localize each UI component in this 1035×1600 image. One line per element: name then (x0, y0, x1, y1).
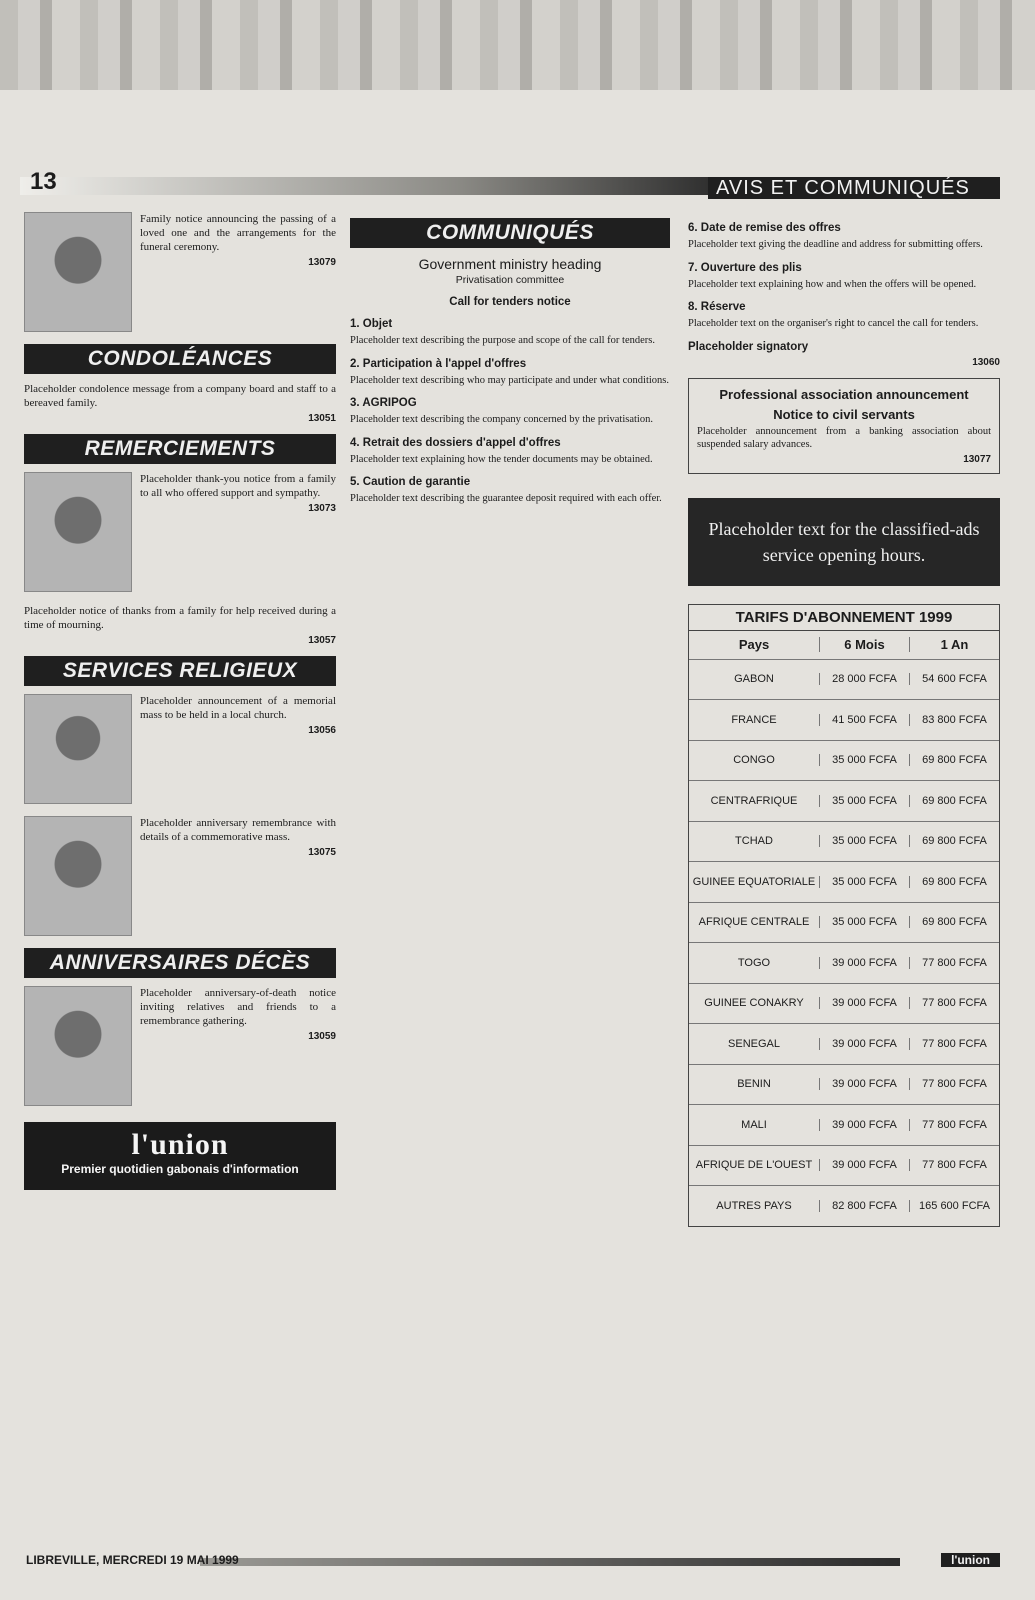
tender-section (688, 262, 1000, 292)
table-row (689, 740, 999, 781)
notice-ref: 13057 (308, 635, 336, 646)
table-cell: 39 000 FCFA (819, 1159, 909, 1171)
notice-ref: 13077 (963, 453, 991, 465)
section-text: Placeholder text explaining how the tender documents may be obtained. (350, 453, 653, 465)
association-notice (688, 378, 1000, 474)
table-row (689, 1023, 999, 1064)
table-cell: 165 600 FCFA (909, 1200, 999, 1212)
tariffs-title: TARIFS D'ABONNEMENT 1999 (689, 605, 999, 631)
table-cell: AFRIQUE DE L'OUEST (695, 1159, 813, 1172)
table-cell: 35 000 FCFA (819, 835, 909, 847)
table-cell: 35 000 FCFA (819, 876, 909, 888)
table-cell: 77 800 FCFA (909, 1119, 999, 1131)
table-cell: 82 800 FCFA (819, 1200, 909, 1212)
table-cell: MALI (741, 1118, 767, 1131)
scan-border (0, 0, 1035, 90)
table-cell: 35 000 FCFA (819, 916, 909, 928)
services-notice (24, 694, 336, 808)
communiques-header: COMMUNIQUÉS (350, 218, 670, 248)
table-row (689, 780, 999, 821)
table-cell: 41 500 FCFA (819, 714, 909, 726)
condoleances-notice (24, 382, 336, 426)
table-cell: 77 800 FCFA (909, 1038, 999, 1050)
tender-section (688, 222, 1000, 252)
heading-committee: Privatisation committee (455, 274, 565, 286)
table-cell: GUINEE CONAKRY (704, 997, 804, 1010)
table-row (689, 659, 999, 700)
notice-ref: 13056 (308, 725, 336, 736)
section-heading: 7. Ouverture des plis (688, 261, 802, 274)
section-text: Placeholder text explaining how and when the offers will be opened. (688, 278, 977, 290)
remerciements-header: REMERCIEMENTS (24, 434, 336, 464)
table-row (689, 1104, 999, 1145)
tender-section (350, 397, 670, 427)
notice-text: Placeholder condolence message from a company board and staff to a bereaved family. (24, 383, 336, 409)
condoleances-header: CONDOLÉANCES (24, 344, 336, 374)
table-cell: AFRIQUE CENTRALE (698, 916, 810, 929)
notice-text: Placeholder announcement of a memorial mass to be held in a local church. (140, 695, 336, 721)
association-title: Professional association announcement (719, 386, 969, 402)
table-row (689, 1064, 999, 1105)
notice-ref: 13079 (308, 257, 336, 268)
services-header: SERVICES RELIGIEUX (24, 656, 336, 686)
table-cell: TCHAD (735, 835, 773, 848)
portrait-photo (24, 472, 132, 592)
portrait-photo (24, 986, 132, 1106)
remerciements-notice-2 (24, 604, 336, 648)
table-cell: 54 600 FCFA (909, 673, 999, 685)
section-text: Placeholder text describing the purpose and scope of the call for tenders. (350, 335, 655, 346)
table-cell: AUTRES PAYS (716, 1199, 792, 1212)
table-cell: GABON (734, 673, 774, 686)
table-row (689, 1185, 999, 1226)
notice-ref: 13075 (308, 847, 336, 858)
table-row (689, 1145, 999, 1186)
header-cell: Pays (738, 637, 770, 652)
header-cell: 6 Mois (819, 637, 909, 652)
table-cell: 39 000 FCFA (819, 1078, 909, 1090)
anniversaires-header: ANNIVERSAIRES DÉCÈS (24, 948, 336, 978)
classifieds-hours-box: Placeholder text for the classified-ads service opening hours. (688, 498, 1000, 586)
notice-text: Placeholder thank-you notice from a family to all who offered support and sympathy. (140, 473, 336, 499)
column-center (350, 212, 670, 506)
section-title: AVIS ET COMMUNIQUÉS (708, 177, 1000, 199)
newspaper-logo (24, 1122, 336, 1190)
table-cell: 69 800 FCFA (909, 754, 999, 766)
notice-ref: 13060 (972, 356, 1000, 368)
table-row (689, 902, 999, 943)
table-cell: 77 800 FCFA (909, 1078, 999, 1090)
table-cell: 39 000 FCFA (819, 1119, 909, 1131)
association-subtitle: Notice to civil servants (773, 406, 915, 422)
tender-section (350, 358, 670, 388)
heading-tender: Call for tenders notice (449, 296, 571, 308)
table-cell: 83 800 FCFA (909, 714, 999, 726)
anniversaires-notice (24, 986, 336, 1110)
table-row (689, 861, 999, 902)
table-cell: 77 800 FCFA (909, 1159, 999, 1171)
footer-dateline: LIBREVILLE, MERCREDI 19 MAI 1999 (26, 1553, 239, 1567)
portrait-photo (24, 694, 132, 804)
tender-section (350, 476, 670, 506)
logo-tagline: Premier quotidien gabonais d'information (61, 1162, 299, 1176)
table-cell: GUINEE EQUATORIALE (692, 875, 816, 888)
column-right (688, 212, 1000, 1227)
notice-text: Placeholder anniversary remembrance with details of a commemorative mass. (140, 817, 336, 843)
section-heading: 2. Participation à l'appel d'offres (350, 357, 527, 370)
tariffs-body (689, 659, 999, 1226)
portrait-photo (24, 816, 132, 936)
column-left (24, 212, 336, 1190)
page-footer (26, 1553, 1000, 1571)
table-cell: 39 000 FCFA (819, 957, 909, 969)
notice-text: Placeholder anniversary-of-death notice inviting relatives and friends to a remembrance gathering. (140, 987, 336, 1027)
table-cell: CENTRAFRIQUE (710, 794, 798, 807)
table-cell: 35 000 FCFA (819, 795, 909, 807)
table-cell: 39 000 FCFA (819, 1038, 909, 1050)
section-heading: 6. Date de remise des offres (688, 222, 841, 234)
notice-text: Family notice announcing the passing of a loved one and the arrangements for the funeral ceremony. (140, 213, 336, 253)
section-text: Placeholder text on the organiser's right to cancel the call for tenders. (688, 318, 979, 329)
table-row (689, 699, 999, 740)
remerciements-notice (24, 472, 336, 596)
notice-ref: 13051 (308, 413, 336, 424)
table-cell: 69 800 FCFA (909, 876, 999, 888)
tender-section (350, 437, 670, 467)
table-cell: SENEGAL (728, 1037, 780, 1050)
table-row (689, 821, 999, 862)
table-cell: 77 800 FCFA (909, 957, 999, 969)
section-text: Placeholder text describing the guarantee deposit required with each offer. (350, 493, 662, 504)
header-cell: 1 An (909, 637, 999, 652)
section-heading: 1. Objet (350, 318, 393, 330)
logo-name: l'union (131, 1128, 229, 1161)
tender-sections (350, 318, 670, 506)
table-row (689, 983, 999, 1024)
notice-ref: 13073 (308, 503, 336, 514)
table-cell: FRANCE (731, 713, 777, 726)
table-cell: TOGO (737, 956, 771, 969)
section-heading: 8. Réserve (688, 301, 746, 313)
notice-text: Placeholder notice of thanks from a family for help received during a time of mourning. (24, 605, 336, 631)
table-cell: BENIN (737, 1078, 771, 1091)
association-text: Placeholder announcement from a banking association about suspended salary advances. (697, 425, 991, 450)
top-notice (24, 212, 336, 336)
table-cell: 69 800 FCFA (909, 795, 999, 807)
table-row (689, 942, 999, 983)
subscription-tariffs-table (688, 604, 1000, 1227)
tender-section (688, 301, 1000, 368)
section-heading: 4. Retrait des dossiers d'appel d'offres (350, 436, 561, 449)
tariffs-header-row (689, 631, 999, 659)
section-text: Placeholder text describing the company concerned by the privatisation. (350, 414, 653, 425)
table-cell: 69 800 FCFA (909, 835, 999, 847)
portrait-photo (24, 212, 132, 332)
tender-section (350, 318, 670, 348)
notice-ref: 13059 (308, 1031, 336, 1042)
services-notice-2 (24, 816, 336, 940)
section-text: Placeholder text giving the deadline and address for submitting offers. (688, 239, 983, 250)
table-cell: 39 000 FCFA (819, 997, 909, 1009)
table-cell: 28 000 FCFA (819, 673, 909, 685)
page-number: 13 (30, 168, 57, 195)
footer-brand: l'union (941, 1553, 1000, 1567)
table-cell: 77 800 FCFA (909, 997, 999, 1009)
signatory: Placeholder signatory (688, 340, 809, 353)
table-cell: 35 000 FCFA (819, 754, 909, 766)
heading-ministry: Government ministry heading (418, 256, 602, 272)
table-cell: CONGO (733, 754, 775, 767)
section-heading: 5. Caution de garantie (350, 476, 471, 488)
section-text: Placeholder text describing who may participate and under what conditions. (350, 374, 669, 386)
table-cell: 69 800 FCFA (909, 916, 999, 928)
section-heading: 3. AGRIPOG (350, 397, 417, 409)
